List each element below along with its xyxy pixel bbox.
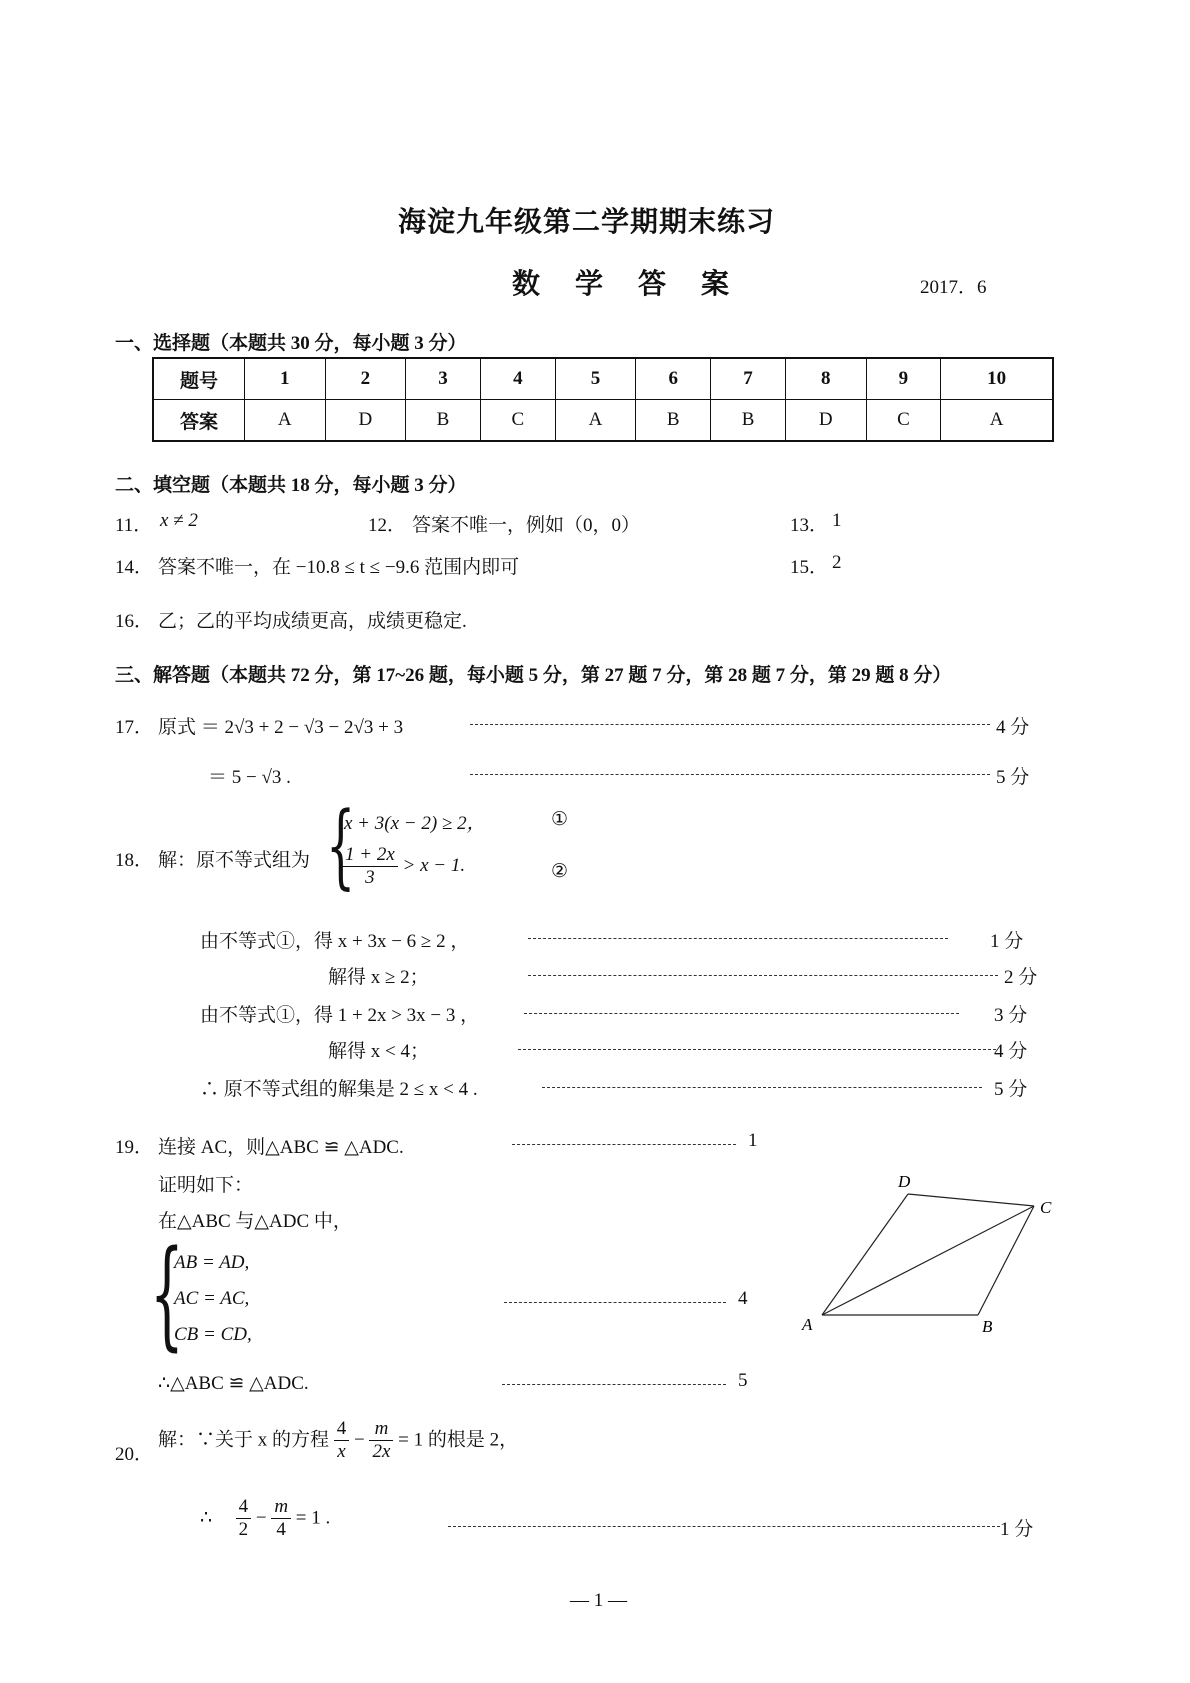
q19-number: 19． <box>115 1137 154 1158</box>
vertex-label-a: A <box>802 1315 813 1334</box>
fraction <box>271 1496 291 1541</box>
q18-step3-score: 3 分 <box>994 1005 1028 1026</box>
q11-answer: x ≠ 2 <box>160 510 198 531</box>
q18-intro: 解：原不等式组为 <box>158 850 311 871</box>
table-cell: A <box>245 400 326 442</box>
table-cell: D <box>785 400 866 442</box>
q18-step3: 由不等式①，得 1 + 2x > 3x − 3 ， <box>200 1005 480 1026</box>
q15-answer: 2 <box>832 552 842 573</box>
q14-number: 14． <box>115 557 154 578</box>
table-cell: 1 <box>245 358 326 400</box>
fraction-numerator: 4 <box>238 1496 249 1517</box>
table-cell: B <box>636 400 711 442</box>
q14-answer: 答案不唯一，在 −10.8 ≤ t ≤ −9.6 范围内即可 <box>158 557 520 578</box>
segment-ac <box>822 1206 1034 1315</box>
table-cell: 8 <box>785 358 866 400</box>
document-date: 2017．6 <box>920 277 987 298</box>
table-cell: B <box>711 400 786 442</box>
dashed-leader <box>528 975 998 976</box>
section2-heading: 二、填空题（本题共 18 分，每小题 3 分） <box>115 475 467 496</box>
q13-answer: 1 <box>832 510 842 531</box>
q17-number: 17． <box>115 717 154 738</box>
dashed-leader <box>542 1087 982 1088</box>
segment-da <box>822 1194 908 1315</box>
table-cell: 2 <box>325 358 406 400</box>
q12-answer: 答案不唯一，例如（0，0） <box>412 515 641 536</box>
q18-step4: 解得 x < 4； <box>328 1041 429 1062</box>
left-brace: { <box>326 792 356 899</box>
dashed-leader <box>512 1144 736 1145</box>
fraction <box>369 1418 393 1463</box>
table-cell: 3 <box>406 358 481 400</box>
fraction-numerator: 4 <box>336 1418 347 1439</box>
table-cell: D <box>325 400 406 442</box>
table-cell: 5 <box>555 358 636 400</box>
table-cell: 6 <box>636 358 711 400</box>
q19-score1: 1 <box>748 1130 758 1151</box>
segment-cd <box>908 1194 1034 1206</box>
fraction-denominator: x <box>334 1440 350 1463</box>
dashed-leader <box>502 1384 726 1385</box>
fraction <box>236 1496 252 1541</box>
answer-table <box>152 357 1054 442</box>
q18-step2-score: 2 分 <box>1004 967 1038 988</box>
q20-equation-rest: = 1 的根是 2， <box>398 1429 519 1451</box>
q18-step2: 解得 x ≥ 2； <box>328 967 429 988</box>
vertex-label-c: C <box>1040 1198 1052 1217</box>
table-cell: 10 <box>941 358 1053 400</box>
dashed-leader <box>518 1049 996 1050</box>
q19-condition3: CB = CD, <box>174 1324 252 1345</box>
q20-number: 20． <box>115 1444 154 1465</box>
document-subtitle: 数 学 答 案 <box>512 269 744 300</box>
q17-line1: 原式 ＝ 2√3 + 2 − √3 − 2√3 + 3 <box>158 717 404 738</box>
q20-step1-rest: = 1 . <box>295 1507 331 1529</box>
q19-proof-intro: 证明如下： <box>158 1175 254 1196</box>
q17-score1: 4 分 <box>996 717 1030 738</box>
q12-number: 12． <box>368 515 407 536</box>
q20-step1 <box>200 1496 330 1541</box>
fraction-denominator: 3 <box>342 866 398 889</box>
fraction-numerator: m <box>374 1418 389 1439</box>
fraction-denominator: 2 <box>236 1518 252 1541</box>
q19-conclusion: ∴△ABC ≌ △ADC. <box>158 1373 309 1394</box>
q16-answer: 乙；乙的平均成绩更高，成绩更稳定. <box>158 611 467 632</box>
table-row-numbers <box>153 358 1053 400</box>
dashed-leader <box>504 1302 726 1303</box>
fraction-numerator: m <box>274 1496 289 1517</box>
dashed-leader <box>528 938 948 939</box>
q13-number: 13． <box>790 515 829 536</box>
table-cell: 7 <box>711 358 786 400</box>
minus-sign: − <box>354 1429 365 1451</box>
fraction <box>342 844 398 889</box>
q16-number: 16． <box>115 611 154 632</box>
table-cell: C <box>866 400 941 442</box>
table-row-label: 题号 <box>153 358 245 400</box>
q18-step4-score: 4 分 <box>994 1041 1028 1062</box>
table-cell: A <box>555 400 636 442</box>
fraction <box>334 1418 350 1463</box>
document-title: 海淀九年级第二学期期末练习 <box>398 207 776 238</box>
therefore-symbol: ∴ <box>200 1507 213 1529</box>
q18-step5: ∴ 原不等式组的解集是 2 ≤ x < 4 . <box>200 1079 478 1100</box>
dashed-leader <box>448 1526 1000 1527</box>
q18-step1-score: 1 分 <box>990 931 1024 952</box>
inequality2-rest: > x − 1. <box>402 854 466 876</box>
q18-step5-score: 5 分 <box>994 1079 1028 1100</box>
q20-score1: 1 分 <box>1000 1519 1034 1540</box>
page-number: — 1 — <box>570 1590 627 1611</box>
minus-sign: − <box>255 1507 267 1529</box>
fraction-denominator: 2x <box>369 1440 393 1463</box>
q20-equation-line <box>158 1418 518 1463</box>
section1-heading: 一、选择题（本题共 30 分，每小题 3 分） <box>115 333 467 354</box>
table-cell: 9 <box>866 358 941 400</box>
q18-mark2: ② <box>551 861 569 882</box>
quadrilateral-figure <box>790 1165 1080 1340</box>
table-cell: C <box>480 400 555 442</box>
q19-score3: 5 <box>738 1370 748 1391</box>
q19-line1: 连接 AC，则△ABC ≌ △ADC. <box>158 1137 404 1158</box>
q15-number: 15． <box>790 557 829 578</box>
table-cell: B <box>406 400 481 442</box>
dashed-leader <box>470 724 990 725</box>
q19-condition2: AC = AC, <box>174 1288 250 1309</box>
q11-number: 11． <box>115 515 153 536</box>
table-row-label: 答案 <box>153 400 245 442</box>
q17-line2: ＝ 5 − √3 . <box>208 767 291 788</box>
q19-score2: 4 <box>738 1288 748 1309</box>
table-cell: A <box>941 400 1053 442</box>
q18-step1: 由不等式①，得 x + 3x − 6 ≥ 2 ， <box>200 931 470 952</box>
left-brace: { <box>150 1224 184 1362</box>
section3-heading: 三、解答题（本题共 72 分，第 17~26 题，每小题 5 分，第 27 题 7 分，第 28 题 7 分，第 29 题 8 分） <box>115 665 952 686</box>
dashed-leader <box>524 1013 959 1014</box>
q20-intro: 解：∵关于 x 的方程 <box>158 1429 330 1451</box>
segment-bc <box>978 1206 1034 1315</box>
q18-inequality1: x + 3(x − 2) ≥ 2， <box>344 813 486 834</box>
q18-number: 18． <box>115 850 154 871</box>
q19-in-triangles: 在△ABC 与△ADC 中， <box>158 1211 352 1232</box>
q18-inequality2 <box>342 844 465 889</box>
fraction-denominator: 4 <box>271 1518 291 1541</box>
dashed-leader <box>470 774 990 775</box>
q19-condition1: AB = AD, <box>174 1252 250 1273</box>
fraction-numerator: 1 + 2x <box>345 844 395 865</box>
table-cell: 4 <box>480 358 555 400</box>
q17-score2: 5 分 <box>996 767 1030 788</box>
vertex-label-d: D <box>898 1172 911 1191</box>
vertex-label-b: B <box>982 1317 993 1336</box>
q18-mark1: ① <box>551 809 569 830</box>
table-row-answers <box>153 400 1053 442</box>
